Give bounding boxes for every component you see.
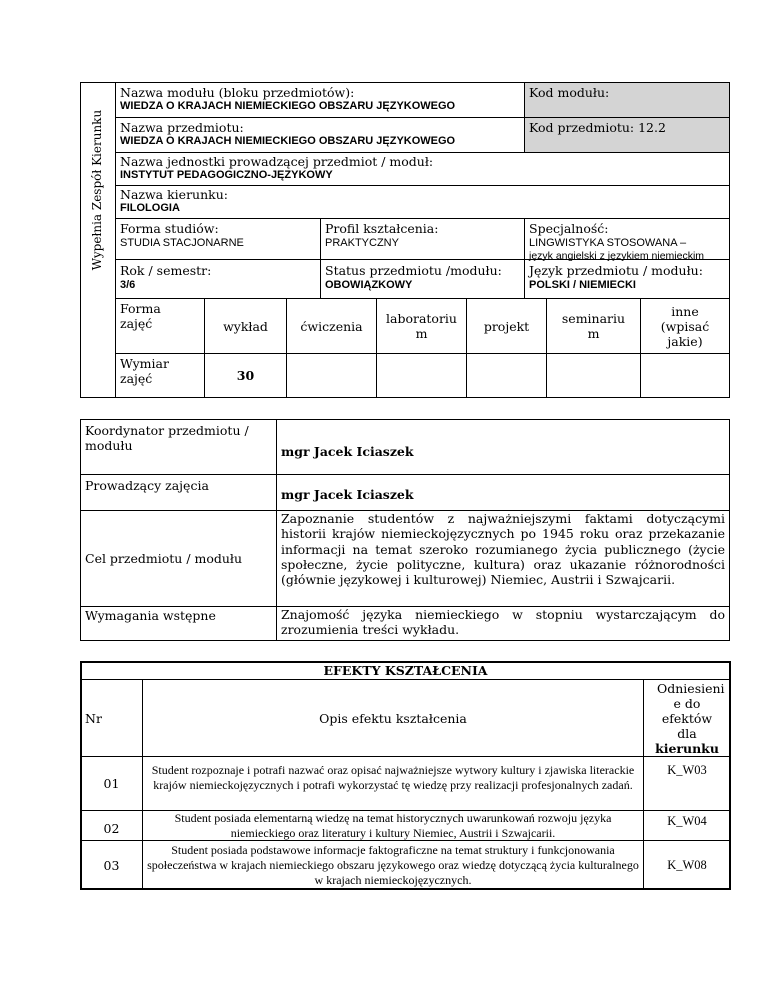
specialty-cell (524, 218, 730, 260)
teacher-label: Prowadzący zajęcia (85, 478, 209, 493)
effects-row-desc-cell (143, 811, 644, 841)
effect-nr: 02 (103, 821, 120, 836)
requirements-label-cell (80, 606, 277, 641)
module-name-label: Nazwa modułu (bloku przedmiotów): (120, 85, 355, 100)
class-type-cell (640, 298, 730, 354)
effects-row-ref-cell (644, 757, 730, 811)
form-cell (115, 218, 321, 260)
coordinator-value-cell (276, 419, 730, 475)
unit-label: Nazwa jednostki prowadzącej przedmiot / moduł: (120, 154, 434, 169)
class-form-label-cell (115, 298, 205, 354)
goal-label-cell (80, 510, 277, 607)
unit-cell (115, 152, 730, 186)
effects-col-ref (644, 680, 730, 757)
specialty-label: Specjalność: (529, 221, 609, 236)
effect-nr: 03 (103, 857, 120, 873)
effect-desc: Student rozpoznaje i potrafi nazwać oraz opisać najważniejsze wytwory kultury i zjawiska literackie krajów niemieckojęzycznych i potrafi wykorzystać tę wiedzę przy realizacji profesjonalnych zadań. (151, 763, 635, 792)
effects-row-ref-cell (644, 841, 730, 889)
field-value: FILOLOGIA (120, 202, 180, 214)
year-value: 3/6 (120, 279, 136, 291)
requirements-value-cell (276, 606, 730, 641)
class-type-seminar: seminariu m (561, 311, 626, 341)
effects-col-desc-label: Opis efektu kształcenia (319, 710, 467, 726)
class-form-label: Forma zajęć (120, 301, 161, 331)
profile-cell (320, 218, 525, 260)
class-type-cell (466, 298, 547, 354)
effects-col-nr (81, 680, 143, 757)
teacher-value: mgr Jacek Iciaszek (281, 487, 414, 502)
status-value: OBOWIĄZKOWY (325, 279, 413, 291)
specialty-value: LINGWISTYKA STOSOWANA – (529, 237, 687, 249)
class-type-cell (204, 298, 287, 354)
class-hours-cell (204, 353, 287, 398)
unit-value: INSTYTUT PEDAGOGICZNO-JĘZYKOWY (120, 169, 333, 181)
field-label: Nazwa kierunku: (120, 187, 228, 202)
subject-code-cell (524, 117, 730, 153)
effect-desc: Student posiada elementarną wiedzę na temat historycznych uwarunkowań rozwoju języka niemieckiego oraz literatury i kultury Niemiec, Austrii i Szwajcarii. (174, 811, 612, 840)
language-cell (524, 259, 730, 299)
effect-desc: Student posiada podstawowe informacje faktograficzne na temat struktury i funkcjonowania społeczeństwa w krajach niemieckiego obszaru językowego oraz wiedzę dotyczącą życia kulturalnego w krajach niemieckojęzycznych. (147, 843, 639, 887)
effect-ref: K_W04 (667, 814, 707, 828)
effects-title: EFEKTY KSZTAŁCENIA (323, 663, 488, 678)
teacher-label-cell (80, 474, 277, 511)
class-hours-label: Wymiar zajęć (120, 356, 169, 386)
sidebar-label: Wypełnia Zespół Kierunku (90, 109, 104, 271)
language-value: POLSKI / NIEMIECKI (529, 279, 636, 291)
class-hours-cell (286, 353, 377, 398)
effects-row-desc-cell (143, 757, 644, 811)
class-type-laboratory: laboratoriu m (386, 311, 457, 341)
class-hours-lecture: 30 (236, 368, 255, 383)
profile-value: PRAKTYCZNY (325, 237, 399, 249)
class-type-cell (376, 298, 467, 354)
class-type-exercises: ćwiczenia (300, 318, 363, 334)
requirements-label: Wymagania wstępne (85, 608, 216, 623)
teacher-value-cell (276, 474, 730, 511)
module-name-cell (115, 82, 525, 118)
class-hours-cell (466, 353, 547, 398)
effect-ref: K_W08 (667, 857, 707, 872)
status-label: Status przedmiotu /modułu: (325, 263, 502, 278)
goal-value-cell (276, 510, 730, 607)
class-type-project: projekt (483, 318, 530, 334)
class-type-cell (546, 298, 641, 354)
field-cell (115, 185, 730, 219)
subject-name-cell (115, 117, 525, 153)
year-cell (115, 259, 321, 299)
subject-name-label: Nazwa przedmiotu: (120, 120, 244, 135)
class-hours-label-cell (115, 353, 205, 398)
class-hours-cell (376, 353, 467, 398)
subject-code-label: Kod przedmiotu: 12.2 (529, 120, 666, 135)
class-type-other: inne (wpisać jakie) (660, 303, 710, 349)
subject-name-value: WIEDZA O KRAJACH NIEMIECKIEGO OBSZARU JĘZYKOWEGO (120, 135, 456, 147)
specialty-value-2: język angielski z językiem niemieckim (529, 250, 705, 262)
effects-row-nr-cell (81, 841, 143, 889)
effect-ref: K_W03 (667, 763, 707, 777)
effects-row-ref-cell (644, 811, 730, 841)
requirements-value: Znajomość języka niemieckiego w stopniu wystarczającym do zrozumienia treści wykładu. (281, 607, 725, 638)
module-code-label: Kod modułu: (529, 85, 610, 100)
coordinator-value: mgr Jacek Iciaszek (281, 444, 414, 459)
effects-title-cell (81, 662, 730, 680)
effects-col-ref-bold: kierunku (655, 741, 719, 756)
effect-nr: 01 (103, 776, 120, 791)
effects-row-desc-cell (143, 841, 644, 889)
effects-row-nr-cell (81, 757, 143, 811)
module-name-value: WIEDZA O KRAJACH NIEMIECKIEGO OBSZARU JĘZYKOWEGO (120, 100, 456, 112)
class-type-cell (286, 298, 377, 354)
form-value: STUDIA STACJONARNE (120, 237, 244, 249)
status-cell (320, 259, 525, 299)
year-label: Rok / semestr: (120, 263, 212, 278)
effects-col-ref-label: Odniesieni e do efektów dla (657, 681, 725, 741)
goal-value: Zapoznanie studentów z najważniejszymi faktami dotyczącymi historii krajów niemieckojęzycznych po 1945 roku oraz przekazanie informacji na temat szeroko rozumianego życia publicznego (życie społeczne, życie polityczne, kultura) oraz ukazanie różnorodności (głównie językowej i kulturowej) Niemiec, Austrii i Szwajcarii. (281, 511, 725, 588)
class-hours-cell (640, 353, 730, 398)
effects-col-nr-label: Nr (85, 710, 102, 726)
coordinator-label-cell (80, 419, 277, 475)
coordinator-label: Koordynator przedmiotu / modułu (85, 423, 249, 453)
effects-col-desc (143, 680, 644, 757)
profile-label: Profil kształcenia: (325, 221, 439, 236)
class-hours-cell (546, 353, 641, 398)
module-code-cell (524, 82, 730, 118)
form-label: Forma studiów: (120, 221, 219, 236)
class-type-lecture: wykład (223, 318, 268, 334)
effects-row-nr-cell (81, 811, 143, 841)
goal-label: Cel przedmiotu / modułu (85, 551, 243, 566)
language-label: Język przedmiotu / modułu: (529, 263, 703, 278)
